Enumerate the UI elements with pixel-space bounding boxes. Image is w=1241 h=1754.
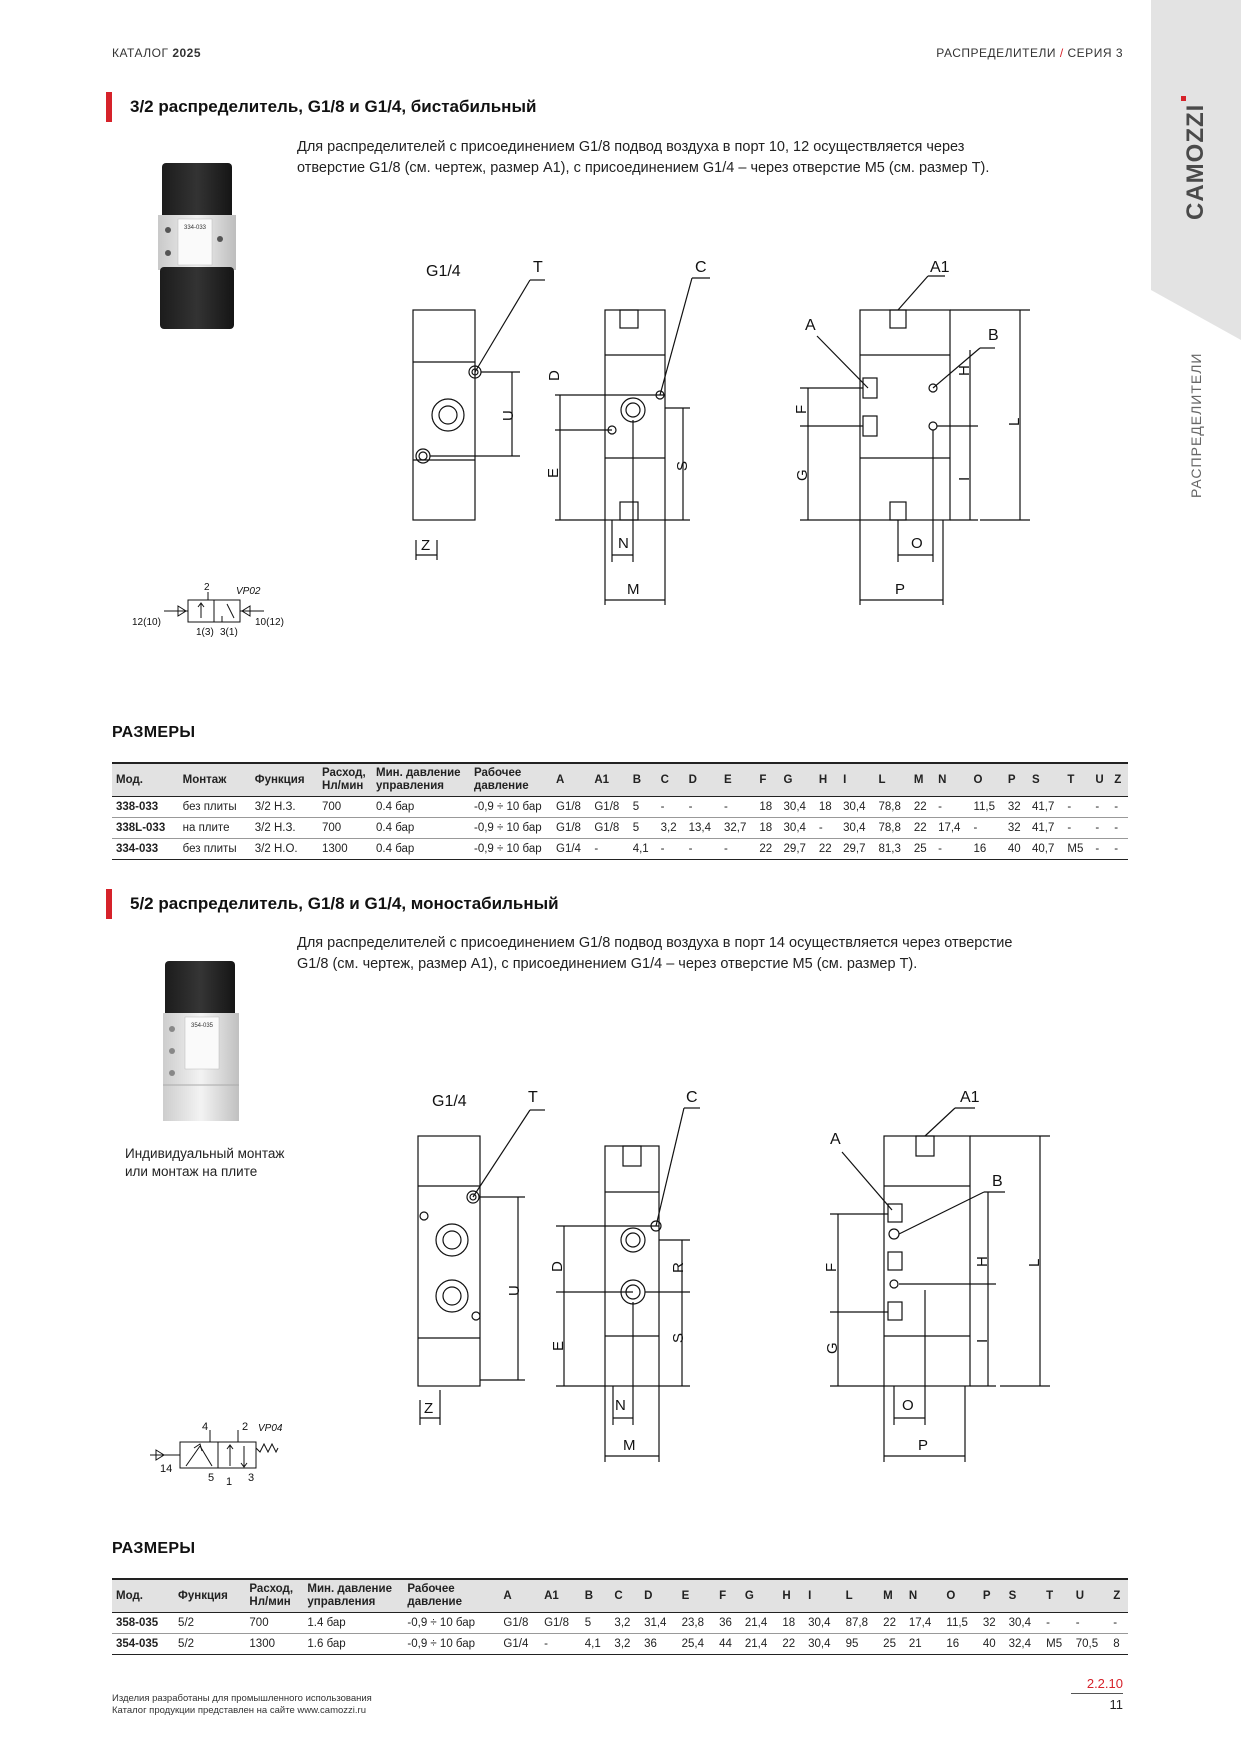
table-cell: 5	[629, 797, 657, 818]
col-header: T	[1067, 773, 1075, 786]
footer-line1: Изделия разработаны для промышленного использования	[112, 1693, 372, 1704]
col-header: H	[782, 1589, 791, 1602]
section2-valve-symbol	[140, 1418, 310, 1488]
col-header: Функция	[254, 773, 305, 786]
table-cell: 23,8	[678, 1613, 716, 1634]
vp04-port-4: 4	[202, 1421, 209, 1433]
dim-label-e: E	[550, 1340, 567, 1351]
dim-label-g: G	[824, 1342, 841, 1354]
table-cell: 30,4	[1005, 1613, 1043, 1634]
logo-accent-dot	[1181, 96, 1186, 101]
dim-label-u: U	[500, 410, 517, 421]
page-number: 11	[1109, 1697, 1123, 1712]
table-cell: 40,7	[1028, 839, 1063, 860]
table-cell: 22	[778, 1634, 804, 1655]
table-cell: 31,4	[640, 1613, 678, 1634]
section2-intro-line1: Для распределителей с присоединением G1/8 подвод воздуха в порт 14 осуществляется через отверстие	[297, 935, 1013, 951]
dim-label-m: M	[623, 1437, 636, 1454]
table-cell: 22	[755, 839, 779, 860]
vp02-port-right: 10(12)	[255, 617, 284, 628]
table-cell: 3,2	[657, 818, 685, 839]
dim-label-n: N	[615, 1397, 626, 1414]
dim-label-g: G	[794, 469, 811, 481]
table-cell: -	[720, 797, 755, 818]
catalog-label: КАТАЛОГ	[112, 46, 169, 60]
dim-label-z: Z	[424, 1400, 434, 1417]
col-header: Расход, Нл/мин	[249, 1583, 294, 1608]
table-cell: 3/2 Н.З.	[251, 818, 318, 839]
table-cell: 22	[910, 797, 934, 818]
table-cell: 30,4	[780, 797, 815, 818]
table-cell: 0.4 бар	[372, 818, 470, 839]
table-cell: 700	[318, 818, 372, 839]
table-row	[112, 839, 1128, 860]
table-cell: без плиты	[179, 797, 251, 818]
col-header: E	[723, 773, 732, 786]
table-cell: 22	[910, 818, 934, 839]
table-cell: -	[1110, 839, 1128, 860]
dim-label-a: A	[805, 317, 816, 334]
section2-accent-bar	[106, 889, 112, 919]
dim-label-s: S	[670, 1332, 687, 1343]
table-cell: 29,7	[780, 839, 815, 860]
table-cell: -	[590, 839, 628, 860]
table-cell: -	[934, 839, 969, 860]
table-cell: -	[1063, 818, 1091, 839]
dim-label-f: F	[793, 404, 810, 414]
col-header: A	[503, 1589, 512, 1602]
dim-label-i: I	[974, 1338, 991, 1343]
series-name: СЕРИЯ 3	[1067, 46, 1123, 60]
vp02-code: VP02	[236, 586, 261, 597]
col-header: Рабочее давление	[474, 767, 529, 792]
table-cell: 36	[715, 1613, 741, 1634]
dim-label-i: I	[956, 476, 973, 481]
table-cell: без плиты	[179, 839, 251, 860]
dim-label-a1: A1	[960, 1089, 980, 1106]
section2-mounting-note: Индивидуальный монтаж или монтаж на плите	[125, 1146, 285, 1179]
table-cell: -	[1110, 797, 1128, 818]
vp02-port-2: 2	[204, 582, 210, 593]
table-cell: -	[1042, 1613, 1072, 1634]
table-cell: 16	[942, 1634, 978, 1655]
table-cell: -0,9 ÷ 10 бар	[470, 839, 552, 860]
col-header: Мин. давление управления	[307, 1583, 392, 1608]
table-row	[112, 1634, 1128, 1655]
table-cell: 3,2	[610, 1613, 640, 1634]
table-header-row	[112, 763, 1128, 797]
dim-label-r: R	[670, 1262, 687, 1273]
table-cell: 32	[979, 1613, 1005, 1634]
table-cell: G1/4	[499, 1634, 540, 1655]
col-header: N	[908, 1589, 918, 1602]
vp02-port-bottom-left: 1(3)	[196, 627, 214, 638]
table-cell: 4,1	[629, 839, 657, 860]
table-cell: 32,4	[1005, 1634, 1043, 1655]
vp02-port-left: 12(10)	[132, 617, 161, 628]
dim-label-e: E	[545, 467, 562, 478]
col-header: B	[584, 1589, 594, 1602]
table-cell: 41,7	[1028, 797, 1063, 818]
dim-label-f: F	[823, 1262, 840, 1272]
table-row	[112, 1613, 1128, 1634]
table-cell: G1/8	[499, 1613, 540, 1634]
table-cell: -	[685, 797, 720, 818]
table-cell: G1/4	[552, 839, 590, 860]
table-cell: 17,4	[905, 1613, 943, 1634]
section2-intro	[297, 933, 1012, 975]
dim-label-c: C	[695, 259, 707, 276]
table-cell: -	[1091, 818, 1110, 839]
section1-drawing	[380, 250, 1060, 610]
vp02-port-bottom-right: 3(1)	[220, 627, 238, 638]
table-cell: -	[1091, 797, 1110, 818]
dim-label-o: O	[911, 535, 923, 552]
table-cell: 41,7	[1028, 818, 1063, 839]
section1-valve-symbol	[128, 580, 308, 640]
table-cell: 32,7	[720, 818, 755, 839]
model-cell: 338L-033	[112, 818, 179, 839]
model-cell: 338-033	[112, 797, 179, 818]
page-code: 2.2.10	[1071, 1676, 1123, 1694]
table-cell: M5	[1042, 1634, 1072, 1655]
dim-label-u: U	[506, 1285, 523, 1296]
dim-label-n: N	[618, 535, 629, 552]
table-cell: 5/2	[174, 1634, 245, 1655]
dim-label-p: P	[895, 581, 906, 598]
table-cell: 1300	[318, 839, 372, 860]
table-cell: -	[1091, 839, 1110, 860]
section2-intro-line2: G1/8 (см. чертеж, размер A1), с присоединением G1/4 – через отверстие M5 (см. размер T).	[297, 956, 918, 972]
section-header	[936, 46, 1123, 60]
table-cell: 3/2 Н.О.	[251, 839, 318, 860]
section1-intro	[297, 137, 989, 179]
side-category	[1185, 350, 1207, 500]
table-cell: G1/8	[540, 1613, 581, 1634]
table-row	[112, 818, 1128, 839]
table-cell: 11,5	[942, 1613, 978, 1634]
table-cell: G1/8	[552, 818, 590, 839]
table-cell: 0.4 бар	[372, 839, 470, 860]
table-cell: -	[815, 818, 839, 839]
table-cell: 1300	[245, 1634, 303, 1655]
dim-label-a1: A1	[930, 259, 950, 276]
table-cell: 30,4	[804, 1634, 842, 1655]
vp04-code: VP04	[258, 1423, 283, 1434]
section2-heading: 5/2 распределитель, G1/8 и G1/4, моностабильный	[130, 894, 559, 913]
col-header: B	[632, 773, 642, 786]
col-header: A	[556, 773, 565, 786]
table-cell: -	[1063, 797, 1091, 818]
vp04-port-14: 14	[160, 1463, 173, 1475]
col-header: G	[744, 1589, 754, 1602]
table-cell: 36	[640, 1634, 678, 1655]
col-header: Расход, Нл/мин	[322, 767, 366, 792]
table-cell: 18	[815, 797, 839, 818]
table-header-row	[112, 1579, 1128, 1613]
section1-intro-line1: Для распределителей с присоединением G1/8 подвод воздуха в порт 10, 12 осуществляется через	[297, 139, 965, 155]
catalog-header	[112, 46, 201, 60]
dim-label-l: L	[1026, 1258, 1043, 1267]
logo-text: CAMOZZI	[1182, 103, 1209, 220]
table-cell: G1/8	[590, 818, 628, 839]
side-category-text: РАСПРЕДЕЛИТЕЛИ	[1188, 352, 1204, 498]
section1-heading: 3/2 распределитель, G1/8 и G1/4, бистабильный	[130, 97, 537, 116]
dim-label-g14: G1/4	[432, 1093, 467, 1110]
col-header: U	[1095, 773, 1104, 786]
dim-label-d: D	[549, 1261, 566, 1272]
table-cell: 21	[905, 1634, 943, 1655]
dim-label-o: O	[902, 1397, 914, 1414]
table-cell: -	[969, 818, 1003, 839]
col-header: E	[681, 1589, 690, 1602]
dim-label-b: B	[988, 327, 999, 344]
section1-accent-bar	[106, 92, 112, 122]
table-cell: 18	[755, 797, 779, 818]
footer-note	[112, 1693, 372, 1717]
table-cell: 87,8	[842, 1613, 880, 1634]
section2-title	[106, 890, 559, 918]
table-cell: -	[934, 797, 969, 818]
col-header: P	[982, 1589, 991, 1602]
table-cell: -0,9 ÷ 10 бар	[470, 797, 552, 818]
table-cell: 22	[879, 1613, 905, 1634]
dim-label-t: T	[528, 1089, 538, 1106]
table-cell: на плите	[179, 818, 251, 839]
table-cell: -	[657, 839, 685, 860]
dim-label-h: H	[974, 1256, 991, 1267]
col-header: L	[845, 1589, 853, 1602]
col-header: U	[1075, 1589, 1085, 1602]
table-cell: 5/2	[174, 1613, 245, 1634]
col-header: Мод.	[116, 773, 143, 786]
table-cell: 18	[778, 1613, 804, 1634]
dim-label-a: A	[830, 1131, 841, 1148]
table-cell: 4,1	[581, 1634, 611, 1655]
col-header: Z	[1114, 773, 1122, 786]
table-cell: 5	[581, 1613, 611, 1634]
table-cell: 40	[979, 1634, 1005, 1655]
table-cell: 21,4	[741, 1613, 779, 1634]
table-cell: G1/8	[552, 797, 590, 818]
dim-label-m: M	[627, 581, 640, 598]
table-cell: 17,4	[934, 818, 969, 839]
vp04-port-5: 5	[208, 1472, 215, 1484]
table-cell: 25,4	[678, 1634, 716, 1655]
table-cell: 13,4	[685, 818, 720, 839]
dim-label-d: D	[546, 370, 563, 381]
col-header: G	[783, 773, 793, 786]
table-cell: 16	[969, 839, 1003, 860]
section2-photo-label: 354-035	[190, 1023, 214, 1029]
col-header: A1	[594, 773, 610, 786]
table-cell: -	[1072, 1613, 1110, 1634]
col-header: M	[883, 1589, 893, 1602]
table-cell: 44	[715, 1634, 741, 1655]
dim-label-g14: G1/4	[426, 263, 461, 280]
dim-label-t: T	[533, 259, 543, 276]
section-name: РАСПРЕДЕЛИТЕЛИ	[936, 46, 1056, 60]
table-cell: 25	[879, 1634, 905, 1655]
section2-product-photo	[155, 955, 250, 1125]
table-cell: 30,4	[780, 818, 815, 839]
col-header: F	[719, 1589, 727, 1602]
header-separator: /	[1059, 46, 1064, 60]
table-cell: -	[657, 797, 685, 818]
col-header: D	[688, 773, 697, 786]
col-header: L	[878, 773, 886, 786]
table-cell: 5	[629, 818, 657, 839]
col-header: O	[973, 773, 983, 786]
table-cell: -	[1109, 1613, 1128, 1634]
col-header: C	[660, 773, 669, 786]
table-cell: 21,4	[741, 1634, 779, 1655]
col-header: C	[614, 1589, 623, 1602]
vp04-port-3: 3	[248, 1472, 255, 1484]
col-header: H	[818, 773, 828, 786]
table-cell: 95	[842, 1634, 880, 1655]
table-cell: 78,8	[874, 818, 909, 839]
dim-label-c: C	[686, 1089, 698, 1106]
section1-dimensions-table	[112, 762, 1128, 860]
col-header: F	[759, 773, 767, 786]
section2-dimensions-table	[112, 1578, 1128, 1655]
table-cell: 32	[1004, 818, 1028, 839]
table-cell: 81,3	[874, 839, 909, 860]
dim-label-l: L	[1006, 417, 1023, 426]
table-cell: 1.4 бар	[303, 1613, 403, 1634]
table-cell: 8	[1109, 1634, 1128, 1655]
table-cell: 700	[318, 797, 372, 818]
section1-dimensions-title: РАЗМЕРЫ	[112, 724, 196, 741]
table-cell: 30,4	[839, 797, 874, 818]
table-cell: 18	[755, 818, 779, 839]
col-header: S	[1032, 773, 1040, 786]
model-cell: 354-035	[112, 1634, 174, 1655]
table-cell: 11,5	[969, 797, 1003, 818]
table-cell: 40	[1004, 839, 1028, 860]
table-cell: 30,4	[839, 818, 874, 839]
col-header: I	[843, 773, 847, 786]
section1-title	[106, 93, 536, 121]
dim-label-p: P	[918, 1437, 929, 1454]
table-cell: 1.6 бар	[303, 1634, 403, 1655]
page-reference	[1071, 1675, 1123, 1712]
table-cell: -0,9 ÷ 10 бар	[403, 1634, 499, 1655]
model-cell: 334-033	[112, 839, 179, 860]
section2-dimensions-title: РАЗМЕРЫ	[112, 1540, 196, 1557]
table-cell: 70,5	[1072, 1634, 1110, 1655]
col-header: Мод.	[116, 1589, 143, 1602]
vp04-port-1: 1	[226, 1476, 233, 1488]
col-header: P	[1007, 773, 1016, 786]
col-header: Z	[1113, 1589, 1121, 1602]
section1-product-photo	[150, 155, 245, 335]
footer-line2: Каталог продукции представлен на сайте www.camozzi.ru	[112, 1705, 366, 1716]
section1-photo-label: 334-033	[183, 225, 207, 231]
table-cell: 0.4 бар	[372, 797, 470, 818]
table-cell: -	[1110, 818, 1128, 839]
col-header: M	[913, 773, 924, 786]
table-cell: -	[540, 1634, 581, 1655]
catalog-year: 2025	[172, 46, 202, 60]
vp04-port-2: 2	[242, 1421, 249, 1433]
section2-drawing	[380, 1080, 1060, 1470]
table-cell: 30,4	[804, 1613, 842, 1634]
table-cell: M5	[1063, 839, 1091, 860]
table-cell: 78,8	[874, 797, 909, 818]
col-header: Монтаж	[182, 773, 227, 786]
col-header: T	[1046, 1589, 1054, 1602]
table-cell: 29,7	[839, 839, 874, 860]
dim-label-b: B	[992, 1173, 1003, 1190]
dim-label-z: Z	[421, 537, 431, 554]
table-cell: -	[685, 839, 720, 860]
col-header: Рабочее давление	[407, 1583, 462, 1608]
table-cell: -0,9 ÷ 10 бар	[403, 1613, 499, 1634]
table-cell: 3/2 Н.З.	[251, 797, 318, 818]
col-header: Функция	[178, 1589, 228, 1602]
col-header: N	[938, 773, 947, 786]
col-header: I	[808, 1589, 812, 1602]
table-cell: -	[720, 839, 755, 860]
table-cell: 3,2	[610, 1634, 640, 1655]
col-header: D	[644, 1589, 653, 1602]
dim-label-h: H	[956, 365, 973, 376]
section1-intro-line2: отверстие G1/8 (см. чертеж, размер A1), с присоединением G1/4 – через отверстие M5 (см. размер T).	[297, 160, 990, 176]
col-header: A1	[544, 1589, 559, 1602]
table-cell: 25	[910, 839, 934, 860]
camozzi-logo	[1177, 90, 1213, 230]
dim-label-s: S	[674, 460, 691, 471]
col-header: O	[946, 1589, 956, 1602]
table-cell: G1/8	[590, 797, 628, 818]
table-cell: 32	[1004, 797, 1028, 818]
table-cell: -0,9 ÷ 10 бар	[470, 818, 552, 839]
table-row	[112, 797, 1128, 818]
col-header: S	[1008, 1589, 1017, 1602]
table-cell: 22	[815, 839, 839, 860]
table-cell: 700	[245, 1613, 303, 1634]
model-cell: 358-035	[112, 1613, 174, 1634]
col-header: Мин. давление управления	[376, 767, 461, 792]
